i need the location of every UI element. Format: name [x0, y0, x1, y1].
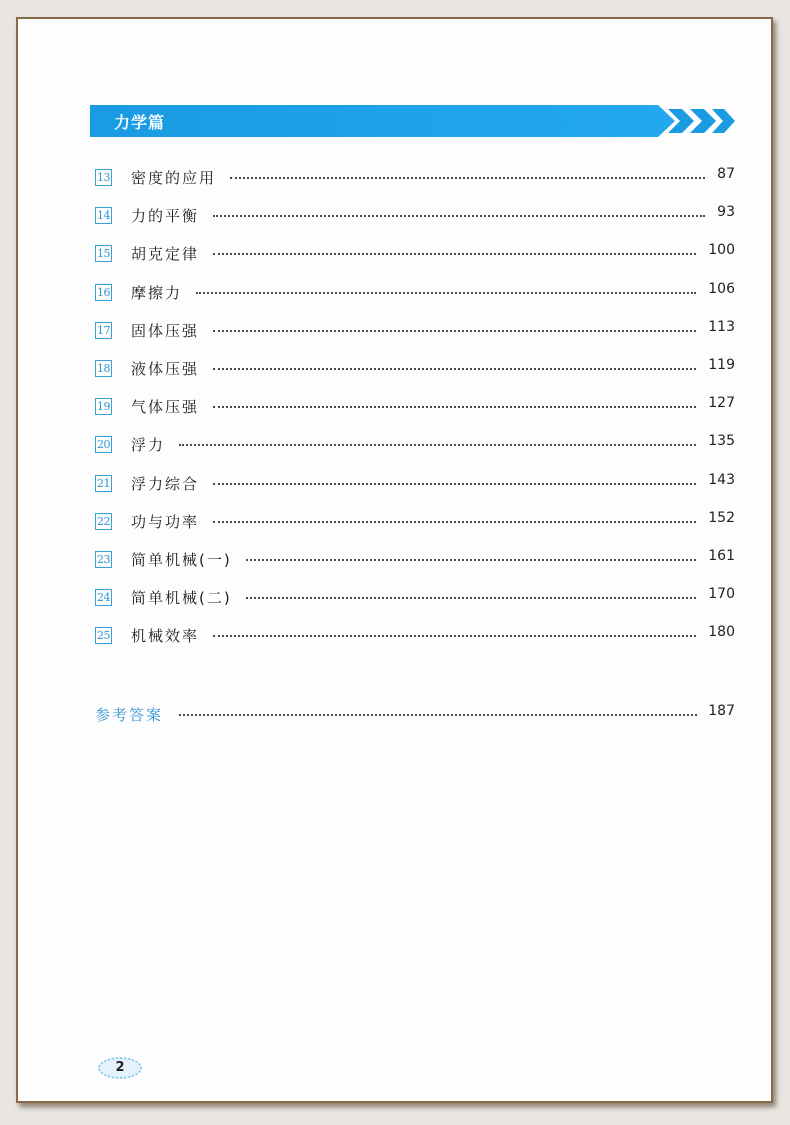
chapter-title: 密度的应用: [131, 169, 217, 187]
chapter-page: 87: [717, 166, 735, 182]
chapter-number: 25: [97, 629, 110, 643]
chapter-title: 摩擦力: [131, 283, 183, 302]
chapter-number: 18: [97, 362, 110, 375]
chapter-number: 14: [97, 209, 110, 223]
dot-leader: [213, 521, 696, 523]
dot-leader: [213, 215, 705, 217]
section-title: 力学篇: [114, 113, 166, 132]
page-number: 2: [98, 1057, 142, 1079]
chapter-page: 100: [708, 242, 735, 259]
toc-row[interactable]: [95, 624, 735, 650]
chapter-title: 简单机械(二): [131, 589, 232, 608]
chapter-number: 15: [97, 247, 110, 261]
chapter-page: 180: [708, 624, 735, 641]
toc-row[interactable]: [95, 319, 735, 345]
dot-leader: [213, 330, 696, 332]
chapter-number: 23: [97, 553, 110, 566]
chapter-number: 21: [97, 476, 110, 490]
toc-row[interactable]: [95, 510, 735, 536]
banner-arrow-icon: [90, 105, 735, 137]
dot-leader: [179, 444, 696, 446]
chapter-number: 13: [97, 171, 110, 184]
chapter-title: 功与功率: [131, 512, 200, 531]
chapter-page: 161: [708, 548, 735, 564]
chapter-number: 16: [97, 285, 110, 299]
dot-leader: [230, 177, 705, 179]
chapter-page: 127: [708, 395, 735, 412]
dot-leader: [213, 253, 696, 255]
toc-row[interactable]: [95, 433, 735, 459]
chapter-page: 106: [708, 280, 735, 297]
dot-leader: [213, 406, 696, 408]
chapter-page: 119: [708, 357, 735, 373]
answers-title: 参考答案: [95, 706, 164, 724]
chapter-title: 气体压强: [131, 398, 200, 417]
chapter-number: 20: [97, 438, 110, 452]
toc-row[interactable]: [95, 242, 735, 268]
chapter-page: 143: [708, 471, 735, 488]
dot-leader: [213, 368, 696, 370]
chapter-number: 17: [97, 323, 110, 337]
chapter-page: 93: [717, 204, 735, 221]
chapter-title: 液体压强: [131, 360, 200, 378]
chapter-page: 135: [708, 433, 735, 450]
toc-row-answers[interactable]: [95, 703, 735, 729]
toc-row[interactable]: [95, 357, 735, 383]
dot-leader: [196, 292, 696, 294]
chapter-title: 力的平衡: [131, 207, 200, 226]
chapter-title: 浮力: [131, 436, 166, 455]
toc-row[interactable]: [95, 548, 735, 574]
toc-row[interactable]: [95, 166, 735, 192]
chapter-title: 固体压强: [131, 321, 200, 340]
chapter-title: 简单机械(一): [131, 551, 232, 569]
toc-row[interactable]: [95, 472, 735, 498]
chapter-page: 170: [708, 586, 735, 603]
dot-leader: [246, 597, 696, 599]
dot-leader: [246, 559, 696, 561]
chapter-page: 113: [708, 318, 735, 335]
dot-leader: [213, 483, 696, 485]
chapter-page: 152: [708, 509, 735, 526]
toc-row[interactable]: [95, 281, 735, 307]
chapter-title: 机械效率: [131, 627, 200, 646]
answers-page: 187: [708, 703, 735, 719]
chapter-title: 胡克定律: [131, 245, 200, 264]
chapter-number: 22: [97, 514, 110, 528]
chapter-number: 19: [97, 400, 110, 414]
section-banner: [90, 105, 735, 137]
toc-row[interactable]: [95, 395, 735, 421]
dot-leader: [213, 635, 696, 637]
dot-leader: [179, 714, 697, 716]
chapter-number: 24: [97, 591, 110, 605]
chapter-title: 浮力综合: [131, 474, 200, 493]
toc-row[interactable]: [95, 204, 735, 230]
toc-row[interactable]: [95, 586, 735, 612]
